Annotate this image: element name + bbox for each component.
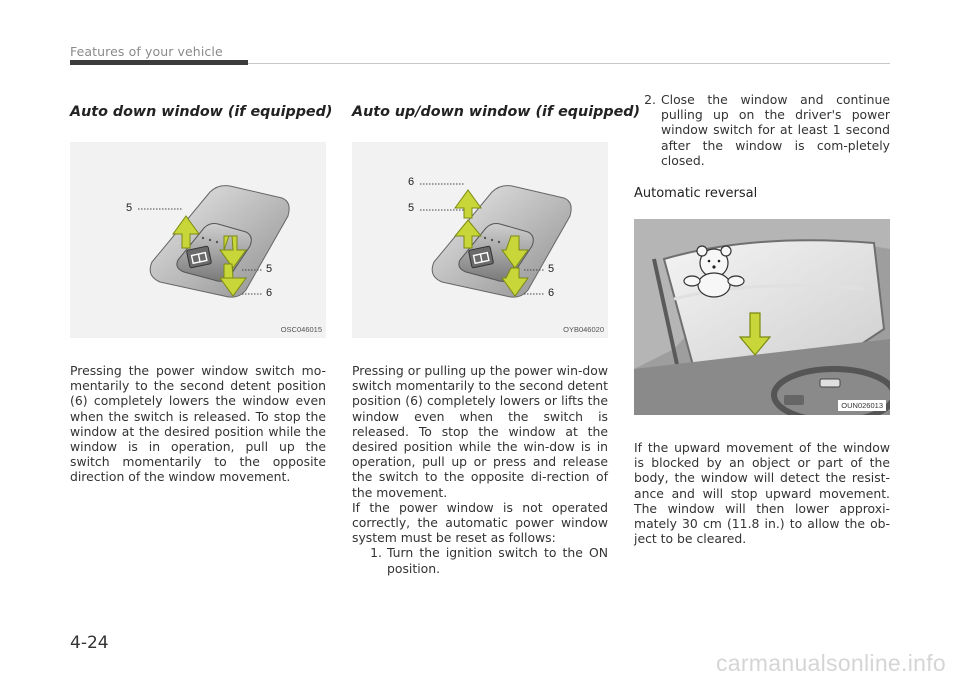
watermark: carmanualsonline.info (715, 650, 946, 676)
figure-code: OSC046015 (280, 325, 322, 334)
paragraph-reset-intro: If the power window is not operated correctly, the automatic power window system must be reset as follows: (352, 499, 608, 546)
window-switch-illustration (352, 142, 608, 338)
callout-label: 5 (126, 202, 133, 214)
callout-label: 5 (548, 263, 555, 275)
list-item (352, 545, 608, 575)
page-number: 4-24 (70, 633, 109, 653)
list-text: Turn the ignition switch to the ON position. (387, 545, 608, 576)
column-1 (70, 104, 333, 485)
callout-label: 5 (266, 263, 273, 275)
list-number: 2. (644, 92, 656, 107)
subheading-automatic-reversal: Automatic reversal (634, 186, 758, 202)
header-bar-light (248, 63, 890, 64)
car-window-illustration (634, 219, 890, 415)
heading-auto-down-window: Auto down window (if equipped) (70, 104, 333, 120)
paragraph-auto-up-down: Pressing or pulling up the power win-dow switch momentarily to the second detent position (6) completely lowers or lifts the window even when the switch is released. To stop the window at the desired position while the win-dow is in operation, pull up or press and release the switch to the opposite di-rection of the movement. (352, 363, 608, 500)
column-2 (352, 104, 641, 576)
callout-label: 6 (408, 176, 415, 188)
list-number: 1. (370, 545, 382, 561)
figure-code: OYB046020 (563, 325, 604, 334)
list-item (634, 92, 890, 168)
paragraph-automatic-reversal: If the upward movement of the window is blocked by an object or part of the body, the window will detect the resist-ance and will stop upward movement. The window will then lower approxi-mately 30 cm (11.8 in.) to allow the ob-ject to be cleared. (634, 440, 890, 547)
section-header-title: Features of your vehicle (70, 44, 223, 59)
window-switch-illustration (70, 142, 326, 338)
column-3 (634, 92, 890, 546)
figure-auto-up-down-switch (352, 142, 608, 338)
figure-code: OUN026013 (838, 400, 886, 411)
paragraph-auto-down: Pressing the power window switch mo-mentarily to the second detent position (6) completely lowers the window even when the switch is released. To stop the window at the desired position while the window is in operation, pull up the switch momentarily to the opposite direction of the window movement. (70, 363, 326, 485)
heading-auto-up-down-window: Auto up/down window (if equipped) (352, 104, 641, 120)
reset-steps-list-continued (634, 92, 890, 168)
callout-label: 5 (408, 202, 415, 214)
callout-label: 6 (266, 287, 273, 299)
callout-label: 6 (548, 287, 555, 299)
figure-automatic-reversal (634, 219, 890, 415)
reset-steps-list (352, 545, 608, 575)
header-bar-dark (70, 60, 248, 65)
figure-auto-down-switch (70, 142, 326, 338)
list-text: Close the window and continue pulling up on the driver's power window switch for at least 1 second after the window is com-pletely closed. (661, 92, 890, 168)
